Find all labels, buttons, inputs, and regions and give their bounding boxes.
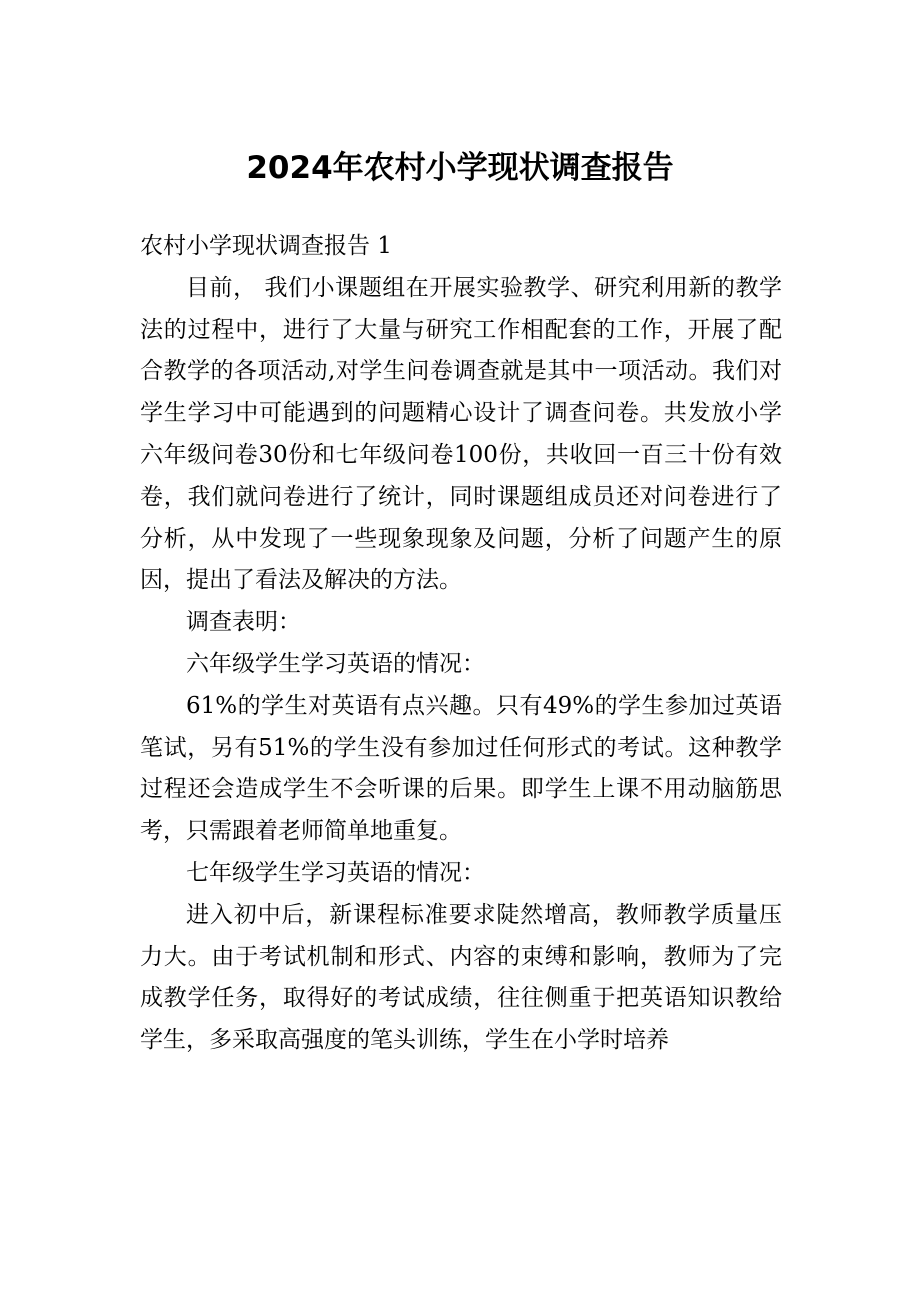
document-body bbox=[140, 226, 782, 1062]
paragraph-grade7-findings: 进入初中后，新课程标准要求陡然增高，教师教学质量压力大。由于考试机制和形式、内容的束缚和影响，教师为了完成教学任务，取得好的考试成绩，往往侧重于把英语知识教给学生，多采取高强度的笔头训练，学生在小学时培养 bbox=[140, 901, 782, 1054]
paragraph-intro: 目前， 我们小课题组在开展实验教学、研究利用新的教学法的过程中，进行了大量与研究工作相配套的工作，开展了配合教学的各项活动,对学生问卷调查就是其中一项活动。我们对学生学习中可能遇到的问题精心设计了调查问卷。共发放小学六年级问卷30份和七年级问卷100份，共收回一百三十份有效卷，我们就问卷进行了统计，同时课题组成员还对问卷进行了分析，从中发现了一些现象现象及问题，分析了问题产生的原因，提出了看法及解决的方法。 bbox=[140, 274, 782, 594]
paragraph-grade6-heading: 六年级学生学习英语的情况： bbox=[186, 650, 485, 677]
document-title: 2024年农村小学现状调查报告 bbox=[246, 150, 674, 186]
paragraph-survey-shows: 调查表明： bbox=[186, 609, 301, 636]
section-heading: 农村小学现状调查报告 1 bbox=[140, 233, 392, 259]
paragraph-grade7-heading: 七年级学生学习英语的情况： bbox=[186, 859, 485, 886]
paragraph-grade6-findings: 61%的学生对英语有点兴趣。只有49%的学生参加过英语笔试，另有51%的学生没有参加过任何形式的考试。这种教学过程还会造成学生不会听课的后果。即学生上课不用动脑筋思考，只需跟着老师简单地重复。 bbox=[140, 692, 782, 845]
